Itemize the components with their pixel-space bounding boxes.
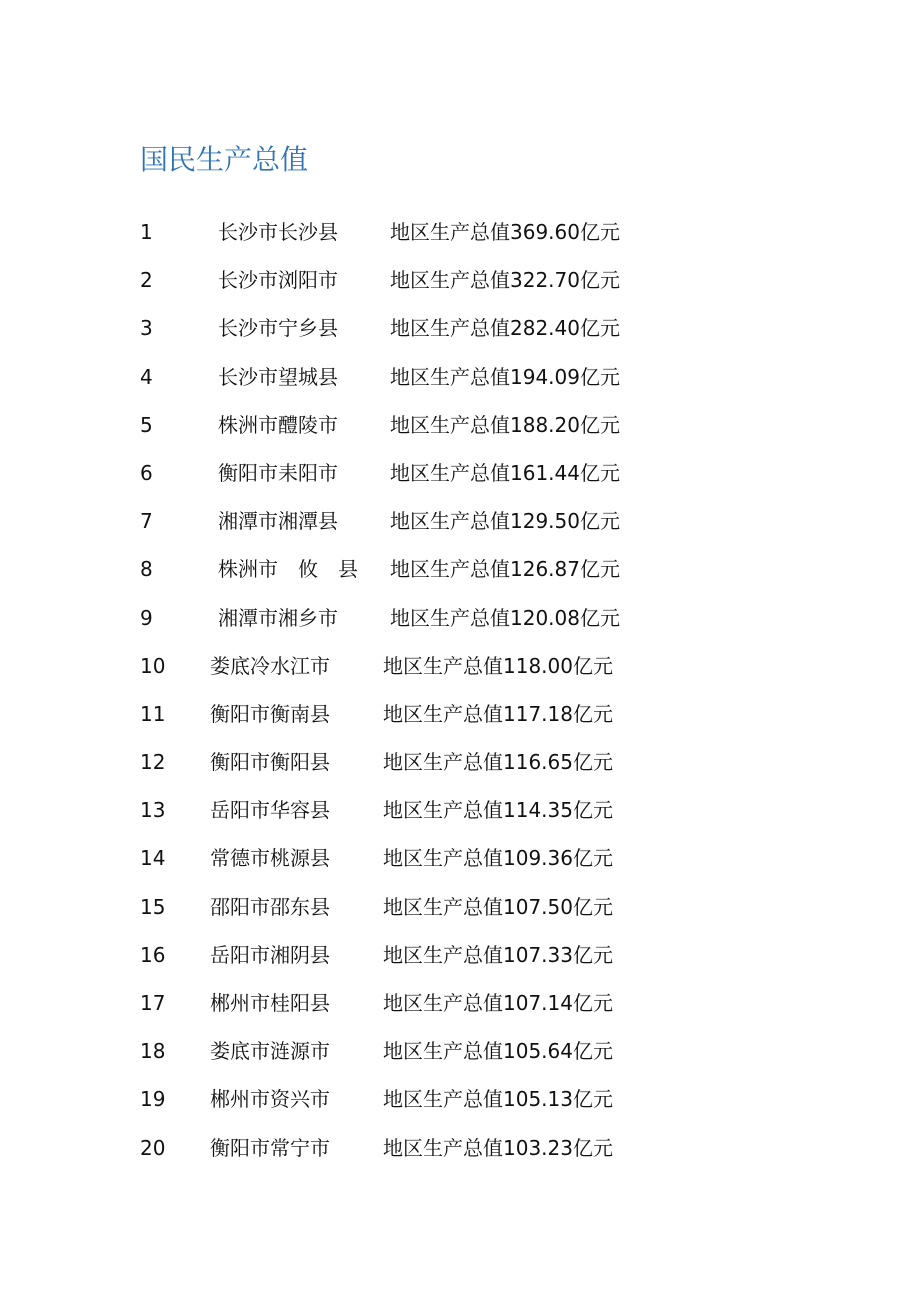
gdp-value: 地区生产总值188.20亿元 xyxy=(390,412,620,437)
list-item xyxy=(0,738,920,786)
gdp-value: 地区生产总值117.18亿元 xyxy=(383,701,613,726)
region-name: 湘潭市湘潭县 xyxy=(218,509,338,534)
list-item xyxy=(0,208,920,256)
rank-number: 19 xyxy=(140,1087,166,1112)
rank-number: 4 xyxy=(140,364,153,389)
rank-number: 5 xyxy=(140,412,153,437)
list-item xyxy=(0,1027,920,1075)
region-name: 长沙市望城县 xyxy=(218,364,338,389)
gdp-value: 地区生产总值107.50亿元 xyxy=(383,894,613,919)
region-name: 长沙市宁乡县 xyxy=(218,316,338,341)
rank-number: 2 xyxy=(140,268,153,293)
rank-number: 7 xyxy=(140,509,153,534)
gdp-value: 地区生产总值194.09亿元 xyxy=(390,364,620,389)
list-item xyxy=(0,690,920,738)
region-name: 郴州市资兴市 xyxy=(210,1087,330,1112)
gdp-value: 地区生产总值369.60亿元 xyxy=(390,220,620,244)
gdp-value: 地区生产总值129.50亿元 xyxy=(390,509,620,534)
gdp-value: 地区生产总值120.08亿元 xyxy=(390,605,620,630)
gdp-value: 地区生产总值118.00亿元 xyxy=(383,653,613,678)
list-item xyxy=(0,353,920,401)
gdp-value: 地区生产总值107.14亿元 xyxy=(383,991,613,1015)
list-item xyxy=(0,786,920,834)
list-item xyxy=(0,594,920,642)
region-name: 长沙市浏阳市 xyxy=(218,268,338,293)
region-name: 邵阳市邵东县 xyxy=(210,894,330,919)
list-item xyxy=(0,931,920,979)
list-item xyxy=(0,979,920,1027)
list-item xyxy=(0,497,920,545)
region-name: 湘潭市湘乡市 xyxy=(218,605,338,630)
rank-number: 18 xyxy=(140,1039,166,1064)
rank-number: 13 xyxy=(140,798,166,823)
list-item xyxy=(0,545,920,593)
region-name: 娄底冷水江市 xyxy=(210,653,330,678)
gdp-value: 地区生产总值161.44亿元 xyxy=(390,460,620,485)
region-name: 常德市桃源县 xyxy=(210,846,330,871)
gdp-value: 地区生产总值126.87亿元 xyxy=(390,557,620,582)
list-item xyxy=(0,1075,920,1123)
region-name: 岳阳市湘阴县 xyxy=(210,942,330,967)
region-name: 株洲市 攸 县 xyxy=(218,557,358,582)
gdp-value: 地区生产总值105.13亿元 xyxy=(383,1087,613,1112)
gdp-value: 地区生产总值116.65亿元 xyxy=(383,750,613,775)
region-name: 郴州市桂阳县 xyxy=(210,991,330,1015)
region-name: 株洲市醴陵市 xyxy=(218,412,338,437)
gdp-value: 地区生产总值107.33亿元 xyxy=(383,942,613,967)
rank-number: 16 xyxy=(140,942,166,967)
rank-number: 3 xyxy=(140,316,153,341)
rank-number: 12 xyxy=(140,750,166,775)
rank-number: 1 xyxy=(140,220,153,244)
list-item xyxy=(0,1124,920,1172)
rank-number: 11 xyxy=(140,701,166,726)
gdp-value: 地区生产总值105.64亿元 xyxy=(383,1039,613,1064)
list-item xyxy=(0,883,920,931)
list-item xyxy=(0,834,920,882)
rank-number: 15 xyxy=(140,894,166,919)
gdp-value: 地区生产总值322.70亿元 xyxy=(390,268,620,293)
gdp-ranking-list xyxy=(0,208,920,1172)
region-name: 衡阳市耒阳市 xyxy=(218,460,338,485)
rank-number: 8 xyxy=(140,557,153,582)
rank-number: 20 xyxy=(140,1135,166,1160)
list-item xyxy=(0,642,920,690)
region-name: 岳阳市华容县 xyxy=(210,798,330,823)
rank-number: 14 xyxy=(140,846,166,871)
gdp-value: 地区生产总值114.35亿元 xyxy=(383,798,613,823)
rank-number: 6 xyxy=(140,460,153,485)
list-item xyxy=(0,401,920,449)
region-name: 衡阳市衡南县 xyxy=(210,701,330,726)
gdp-value: 地区生产总值109.36亿元 xyxy=(383,846,613,871)
region-name: 娄底市涟源市 xyxy=(210,1039,330,1064)
rank-number: 17 xyxy=(140,991,166,1015)
page-title: 国民生产总值 xyxy=(140,143,309,176)
gdp-value: 地区生产总值282.40亿元 xyxy=(390,316,620,341)
list-item xyxy=(0,449,920,497)
rank-number: 9 xyxy=(140,605,153,630)
list-item xyxy=(0,256,920,304)
rank-number: 10 xyxy=(140,653,166,678)
region-name: 衡阳市衡阳县 xyxy=(210,750,330,775)
region-name: 衡阳市常宁市 xyxy=(210,1135,330,1160)
list-item xyxy=(0,304,920,352)
gdp-value: 地区生产总值103.23亿元 xyxy=(383,1135,613,1160)
region-name: 长沙市长沙县 xyxy=(218,220,338,244)
